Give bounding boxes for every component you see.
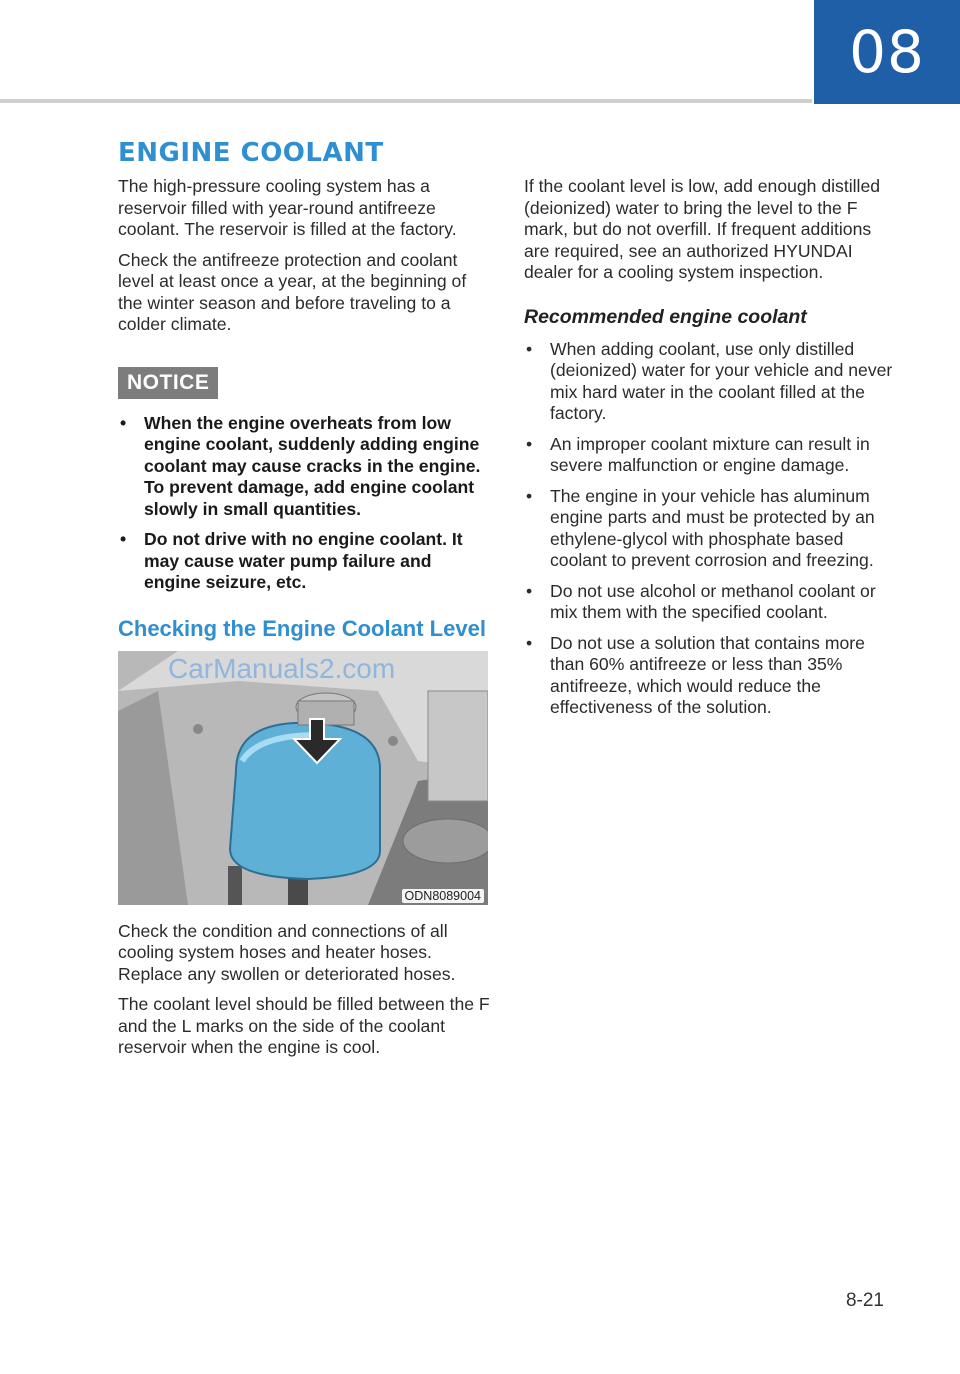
coolant-reservoir-illustration <box>118 651 488 905</box>
section-title: ENGINE COOLANT <box>118 138 384 168</box>
header-rule <box>0 99 812 103</box>
page-number: 8-21 <box>845 1290 884 1311</box>
notice-item: • When the engine overheats from low engine coolant, suddenly adding engine coolant may cause cracks in the engine. To prevent damage, add engine coolant slowly in small quantities. <box>118 413 490 521</box>
chapter-number: 08 <box>849 18 925 86</box>
list-item: • When adding coolant, use only distilled (deionized) water for your vehicle and never mix hard water in the coolant filled at the factory. <box>524 339 900 425</box>
list-item: • Do not use a solution that contains more than 60% antifreeze or less than 35% antifreeze, which would reduce the effectiveness of the solution. <box>524 633 900 719</box>
recommended-coolant-list <box>524 339 900 719</box>
intro-paragraph-2: Check the antifreeze protection and coolant level at least once a year, at the beginning of the winter season and before traveling to a colder climate. <box>118 249 467 334</box>
right-column <box>524 176 900 728</box>
list-item: • Do not use alcohol or methanol coolant or mix them with the specified coolant. <box>524 581 900 624</box>
checking-coolant-heading: Checking the Engine Coolant Level <box>118 615 486 641</box>
chapter-tab <box>814 0 960 104</box>
list-item: • An improper coolant mixture can result in severe malfunction or engine damage. <box>524 434 900 477</box>
notice-list <box>118 413 490 594</box>
after-paragraph-1: Check the condition and connections of all cooling system hoses and heater hoses. Replace any swollen or deteriorated hoses. <box>118 920 456 984</box>
after-paragraph-2: The coolant level should be filled between the F and the L marks on the side of the coolant reservoir when the engine is cool. <box>118 994 490 1057</box>
intro-paragraph-1: The high-pressure cooling system has a reservoir filled with year-round antifreeze coolant. The reservoir is filled at the factory. <box>118 176 457 239</box>
left-column <box>118 176 490 1068</box>
coolant-reservoir-figure <box>118 651 488 905</box>
notice-label: NOTICE <box>118 367 218 399</box>
watermark-text: CarManuals2.com <box>168 652 396 684</box>
figure-code: ODN8089004 <box>402 889 484 903</box>
right-intro-paragraph: If the coolant level is low, add enough distilled (deionized) water to bring the level to the F mark, but do not overfill. If frequent additions are required, see an authorized HYUNDAI dealer for a cooling system inspection. <box>524 176 881 282</box>
notice-item: • Do not drive with no engine coolant. It may cause water pump failure and engine seizure, etc. <box>118 529 490 594</box>
recommended-coolant-heading: Recommended engine coolant <box>524 305 807 328</box>
list-item: • The engine in your vehicle has aluminum engine parts and must be protected by an ethylene-glycol with phosphate based coolant to prevent corrosion and freezing. <box>524 486 900 572</box>
